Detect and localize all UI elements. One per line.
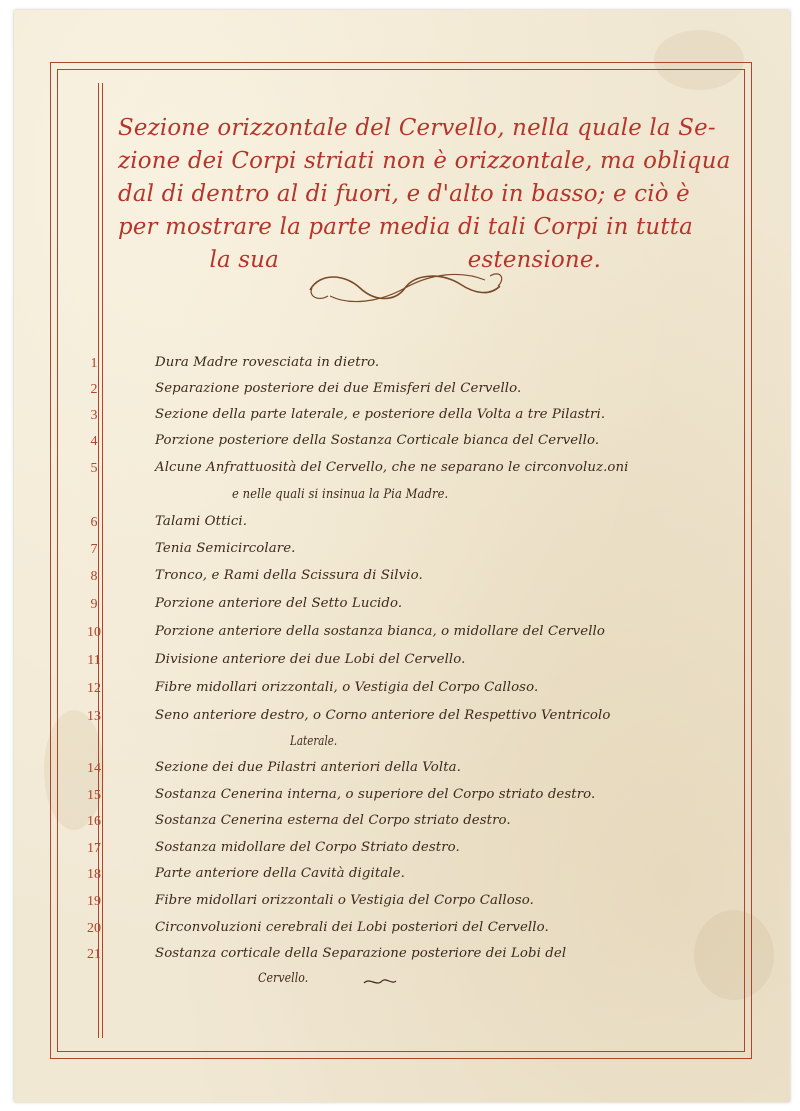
entry-text: Talami Ottici.	[155, 514, 248, 529]
entry-number: 21	[87, 947, 101, 962]
entry-text: Sezione dei due Pilastri anteriori della Volta.	[155, 760, 462, 775]
entry-text: Sezione della parte laterale, e posteriore della Volta a tre Pilastri.	[155, 407, 606, 422]
entry-number: 20	[87, 921, 101, 936]
title-line: dal di dentro al di fuori, e d'alto in basso; e ciò è	[118, 181, 690, 207]
entry-number: 17	[87, 841, 101, 856]
entry-number: 7	[90, 542, 98, 557]
entry-number: 15	[87, 788, 101, 803]
entry-text: Porzione anteriore del Setto Lucido.	[155, 596, 403, 611]
entry-number: 14	[87, 761, 101, 776]
entry-number: 1	[90, 356, 98, 371]
entry-number: 9	[90, 597, 98, 612]
entry-number: 16	[87, 814, 101, 829]
title-line-part: la sua	[209, 247, 279, 273]
entry-text-continuation: Laterale.	[290, 734, 338, 749]
entry-number: 18	[87, 867, 101, 882]
entry-number: 11	[87, 653, 101, 668]
page-title	[118, 112, 744, 277]
entry-text: Parte anteriore della Cavità digitale.	[155, 866, 405, 881]
entry-text: Sostanza corticale della Separazione posteriore dei Lobi del	[155, 946, 567, 961]
entry-number: 6	[90, 515, 98, 530]
title-line: per mostrare la parte media di tali Corpi in tutta	[118, 214, 693, 240]
entry-number: 3	[90, 408, 98, 423]
entry-text: Sostanza Cenerina interna, o superiore del Corpo striato destro.	[155, 787, 596, 802]
entry-text: Divisione anteriore dei due Lobi del Cervello.	[155, 652, 466, 667]
entry-text: Fibre midollari orizzontali, o Vestigia del Corpo Calloso.	[155, 680, 539, 695]
entry-text: Sostanza Cenerina esterna del Corpo striato destro.	[155, 813, 511, 828]
entry-text-continuation: Cervello.	[258, 971, 309, 986]
entry-number: 2	[90, 382, 98, 397]
entry-number: 8	[90, 569, 98, 584]
entry-text: Fibre midollari orizzontali o Vestigia del Corpo Calloso.	[155, 893, 534, 908]
entry-number: 19	[87, 894, 101, 909]
title-line: Sezione orizzontale del Cervello, nella quale la Se-	[118, 115, 716, 141]
entry-number: 5	[90, 461, 98, 476]
entry-number: 4	[90, 434, 98, 449]
entry-text-continuation: e nelle quali si insinua la Pia Madre.	[232, 487, 449, 502]
title-line: zione dei Corpi striati non è orizzontale, ma obliqua	[118, 148, 731, 174]
entry-number: 13	[87, 709, 101, 724]
entry-text: Porzione posteriore della Sostanza Corticale bianca del Cervello.	[155, 433, 600, 448]
entry-text: Porzione anteriore della sostanza bianca, o midollare del Cervello	[155, 624, 605, 639]
calligraphic-flourish-icon	[300, 262, 510, 312]
entry-text: Tenia Semicircolare.	[155, 541, 296, 556]
entry-number: 10	[87, 625, 101, 640]
entry-text: Tronco, e Rami della Scissura di Silvio.	[155, 568, 423, 583]
end-flourish-icon	[362, 975, 398, 989]
entry-text: Seno anteriore destro, o Corno anteriore del Respettivo Ventricolo	[155, 708, 611, 723]
entry-text: Circonvoluzioni cerebrali dei Lobi posteriori del Cervello.	[155, 920, 549, 935]
title-line-part: estensione.	[467, 247, 602, 273]
entry-text: Separazione posteriore dei due Emisferi del Cervello.	[155, 381, 522, 396]
entry-text: Alcune Anfrattuosità del Cervello, che ne separano le circonvoluz.oni	[155, 460, 629, 475]
entry-text: Sostanza midollare del Corpo Striato destro.	[155, 840, 460, 855]
entry-number: 12	[87, 681, 101, 696]
entry-text: Dura Madre rovesciata in dietro.	[155, 355, 380, 370]
